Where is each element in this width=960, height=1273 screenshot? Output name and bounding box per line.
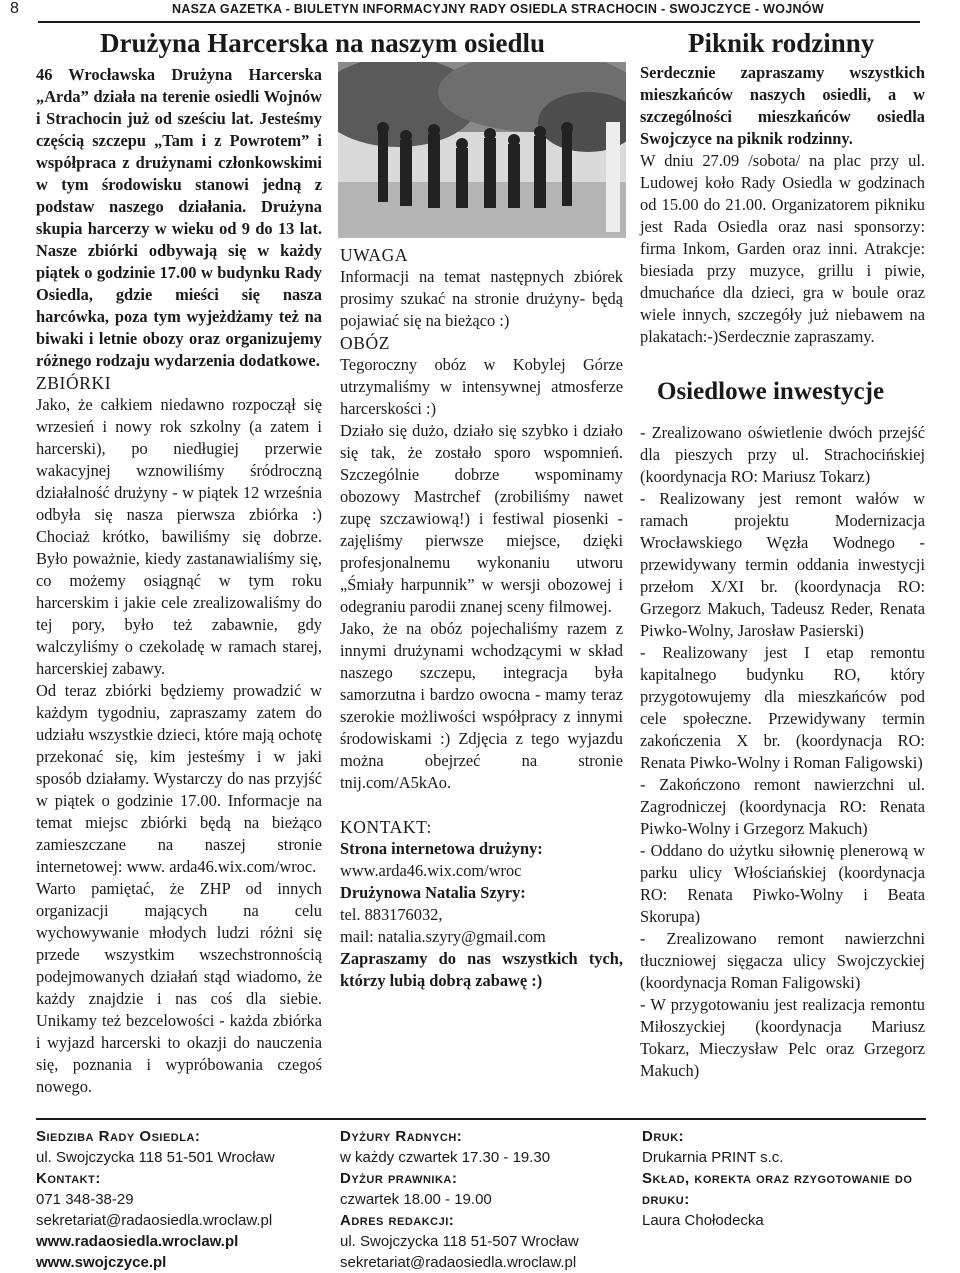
footer-phone: 071 348-38-29 [36,1191,134,1208]
inwestycje-item: - Realizowany jest I etap remontu kapitalnego budynku RO, który przygotowujemy dla mieszkańców pod cele społeczne. Przewidywany termin zakończenia X br. (koordynacja RO: Renata Piwko-Wolny i Roman Faligowski) [640,643,925,772]
druzyna-column-2 [340,244,623,992]
inwestycje-title: Osiedlowe inwestycje [657,378,885,405]
page-number: 8 [10,0,19,17]
kontakt-www-label: Strona internetowa drużyny: [340,839,543,858]
footer-druk [642,1126,926,1231]
druzyna-title: Drużyna Harcerska na naszym osiedlu [100,28,546,58]
kontakt-phone: tel. 883176032, [340,905,443,924]
oboz-paragraph-2: Działo się dużo, działo się szybko i działo się tak, że zostało sporo wspomnień. Szczególnie dobrze wspominamy obozowy Mastrchef (zrobiliśmy nawet zupę szczawiową!) i festiwal piosenki - zajęliśmy pierwsze miejsce, dzięki profesjonalnemu wykonaniu utworu „Śmiały harpunnik” w wersji obozowej i odegraniu parodii znanej sceny filmowej. [340,421,623,616]
running-title: NASZA GAZETKA - BIULETYN INFORMACYJNY RADY OSIEDLA STRACHOCIN - SWOJCZYCE - WOJNÓW [172,2,824,16]
inwestycje-item: - Oddano do użytku siłownię plenerową w parku ulicy Włościańskiej (koordynacja RO: Renata Piwko-Wolny i Beata Skorupa) [640,841,925,926]
piknik-title: Piknik rodzinny [688,28,875,58]
kontakt-www[interactable]: www.arda46.wix.com/wroc [340,861,522,880]
prawnik-label: Dyżur prawnika: [340,1170,458,1187]
page-header [0,0,960,22]
kontakt-closing: Zapraszamy do nas wszystkich tych, którzy lubią dobrą zabawę :) [340,949,623,990]
zbiorki-heading: ZBIÓRKI [36,373,112,393]
adres-email[interactable]: sekretariat@radaosiedla.wroclaw.pl [340,1254,577,1271]
piknik-lead: Serdecznie zapraszamy wszystkich mieszkańców naszych osiedli, a w szczególności mieszkańców osiedla Swojczyce na piknik rodzinny. [640,63,925,148]
kontakt-heading: KONTAKT: [340,817,432,837]
prawnik-text: czwartek 18.00 - 19.00 [340,1191,492,1208]
adres-label: Adres redakcji: [340,1212,455,1229]
siedziba-label: Siedziba Rady Osiedla: [36,1128,201,1145]
oboz-heading: OBÓZ [340,333,391,353]
scouts-photo [338,62,626,238]
sklad-text: Laura Chołodecka [642,1212,764,1229]
inwestycje-item: - Zakończono remont nawierzchni ul. Zagrodniczej (koordynacja RO: Renata Piwko-Wolny i Grzegorz Makuch) [640,775,925,838]
footer-dyzury [340,1126,640,1273]
footer-website-2[interactable]: www.swojczyce.pl [36,1254,167,1271]
inwestycje-list [640,422,925,1082]
zbiorki-paragraph-1: Jako, że całkiem niedawno rozpoczął się wrzesień i nowy rok szkolny (a zatem i harcerski), po niedługiej przerwie wakacyjnej wznowiliśmy śródroczną działalność drużyny - w piątek 12 września odbyła się nasza pierwsza zbiórka :) Chociaż krótko, bawiliśmy się dobrze. Było poważnie, kiedy zastanawialiśmy się, co możemy osiągnąć w tym roku harcerskim i jakie cele zrealizowaliśmy do tej pory, było też zabawnie, gdy walczyliśmy o czekoladę w ramach starej, harcerskiej zabawy. [36,395,322,678]
dyzury-text: w każdy czwartek 17.30 - 19.30 [340,1149,551,1166]
header-rule [38,21,920,23]
druk-text: Drukarnia PRINT s.c. [642,1149,784,1166]
druzyna-column-1 [36,64,322,1116]
druzyna-intro: 46 Wrocławska Drużyna Harcerska „Arda” działa na terenie osiedli Wojnów i Strachocin już od sześciu lat. Jesteśmy częścią szczepu „Tam i z Powrotem” i współpraca z drużynami członkowskimi w tym środowisku stanowi jedną z podstaw naszego działania. Drużyna skupia harcerzy w wieku od 9 do 13 lat. Nasze zbiórki odbywają się w każdy piątek o godzinie 17.00 w budynku Rady Osiedla, gdzie mieści się nasza harcówka, poza tym wyjeżdżamy też na biwaki i letnie obozy oraz organizujemy różnego rodzaju wydarzenia dodatkowe. [36,65,322,370]
footer [36,1118,926,1273]
kontakt-person: Drużynowa Natalia Szyry: [340,883,526,902]
inwestycje-item: - W przygotowaniu jest realizacja remontu Miłoszyckiej (koordynacja Mariusz Tokarz, Mieczysław Pelc oraz Grzegorz Makuch) [640,995,925,1080]
druk-label: Druk: [642,1128,685,1145]
inwestycje-item: - Zrealizowano oświetlenie dwóch przejść dla pieszych przy ul. Strachocińskiej (koordynacja RO: Mariusz Tokarz) [640,423,925,486]
piknik-column [640,62,925,348]
zbiorki-paragraph-3: Warto pamiętać, że ZHP od innych organizacji mających na celu wychowywanie młodych ludzi różni się przede wszystkim wszechstronnością podejmowanych działań stąd wiadomo, że każdy znajdzie i nas coś dla siebie. Unikamy też bezcelowości - każda zbiórka i wyjazd harcerski to okazji do nauczenia się, poznania i wypróbowania czegoś nowego. [36,879,322,1096]
footer-siedziba [36,1126,336,1273]
kontakt-email[interactable]: mail: natalia.szyry@gmail.com [340,927,546,946]
sklad-label: Skład, korekta oraz rzygotowanie do druku: [642,1170,913,1208]
adres-text: ul. Swojczycka 118 51-507 Wrocław [340,1233,579,1250]
oboz-paragraph-1: Tegoroczny obóz w Kobylej Górze utrzymaliśmy w intensywnej atmosferze harcerskości :) [340,355,623,418]
kontakt-label: Kontakt: [36,1170,101,1187]
siedziba-address: ul. Swojczycka 118 51-501 Wrocław [36,1149,275,1166]
dyzury-label: Dyżury Radnych: [340,1128,463,1145]
uwaga-heading: UWAGA [340,245,409,265]
footer-email[interactable]: sekretariat@radaosiedla.wroclaw.pl [36,1212,273,1229]
inwestycje-item: - Zrealizowano remont nawierzchni tłuczniowej sięgacza ulicy Swojczyckiej (koordynacja Roman Faligowski) [640,929,925,992]
piknik-body: W dniu 27.09 /sobota/ na plac przy ul. Ludowej koło Rady Osiedla w godzinach od 15.00 do 21.00. Organizatorem pikniku jest Rada Osiedla oraz nasi sponsorzy: firma Inkom, Garden oraz inni. Atrakcje: biesiada przy muzyce, grillu i piwie, dmuchańce dla dzieci, gra w boule oraz wiele innych, szczegóły już niebawem na plakatach:-)Serdecznie zapraszamy. [640,151,925,346]
footer-website-1[interactable]: www.radaosiedla.wroclaw.pl [36,1233,239,1250]
inwestycje-item: - Realizowany jest remont wałów w ramach projektu Modernizacja Wrocławskiego Węzła Wodnego - przewidywany termin oddania inwestycji przełom X/XI br. (koordynacja RO: Grzegorz Makuch, Tadeusz Reder, Renata Piwko-Wolny, Jarosław Pasierski) [640,489,925,640]
oboz-paragraph-3: Jako, że na obóz pojechaliśmy razem z innymi drużynami wchodzącymi w skład naszego szczepu, integracja była samorzutna i bardzo owocna - mamy teraz szerokie możliwości współpracy z innymi środowiskami :) Zdjęcia z tego wyjazdu można obejrzeć na stronie tnij.com/A5kAo. [340,619,623,792]
zbiorki-paragraph-2: Od teraz zbiórki będziemy prowadzić w każdym tygodniu, zapraszamy zatem do udziału wszystkie dzieci, które mają ochotę przekonać się, kim jesteśmy i w jaki sposób działamy. Wystarczy do nas przyjść w piątek o godzinie 17.00. Informacje na temat miejsc zbiórki będą na bieżąco zamieszczane na naszej stronie internetowej: www. arda46.wix.com/wroc. [36,681,322,876]
uwaga-text: Informacji na temat następnych zbiórek prosimy szukać na stronie drużyny- będą pojawiać się na bieżąco :) [340,267,623,330]
